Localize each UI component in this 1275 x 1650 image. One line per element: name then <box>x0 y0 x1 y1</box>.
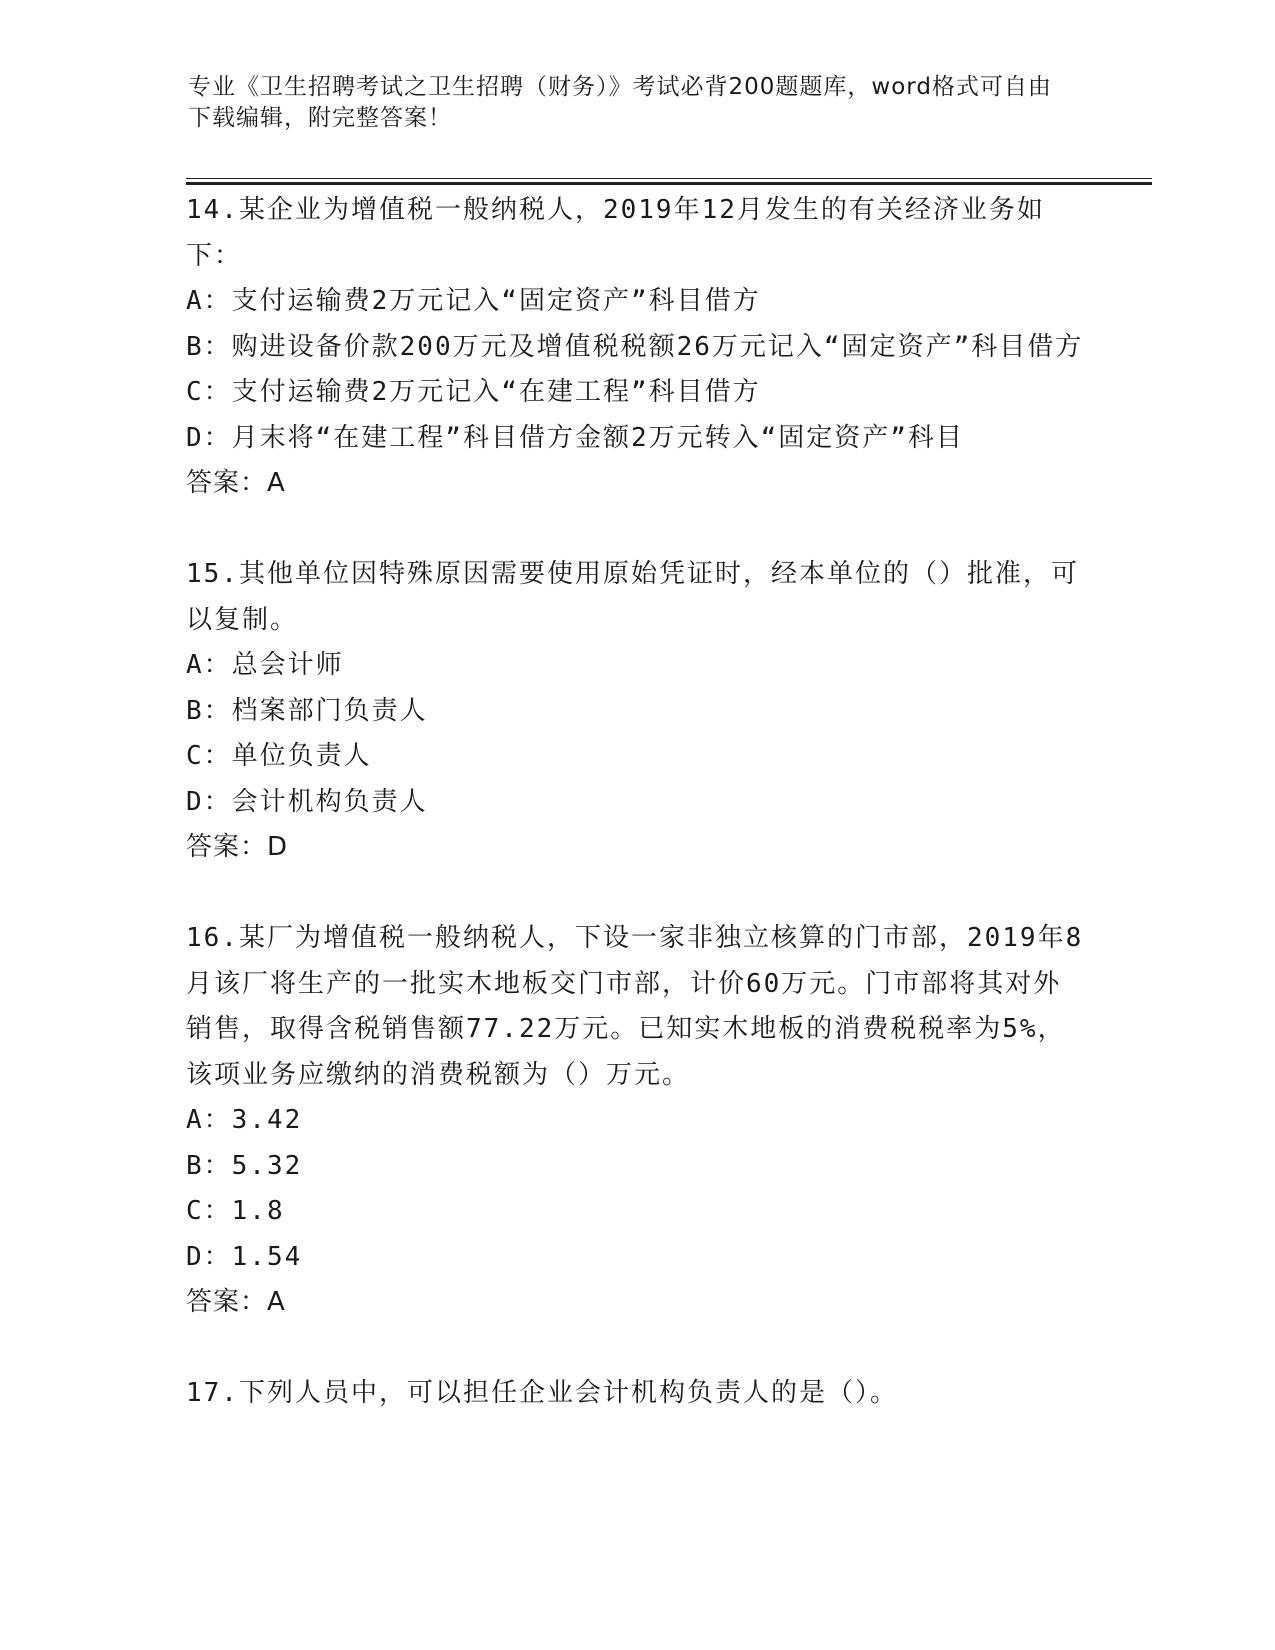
option-b: B：档案部门负责人 <box>186 695 428 726</box>
header-divider-thin <box>186 178 1152 179</box>
option-a: A：3.42 <box>186 1105 303 1135</box>
answer-line: 答案：D <box>186 832 289 862</box>
option-c: C：单位负责人 <box>186 741 372 771</box>
option-c: C：1.8 <box>186 1196 285 1226</box>
option-d: D：1.54 <box>186 1241 303 1272</box>
question-spacer <box>186 871 1086 917</box>
question-stem: 14.某企业为增值税一般纳税人，2019年12月发生的有关经济业务如下： <box>186 195 1045 271</box>
question-stem: 15.其他单位因特殊原因需要使用原始凭证时，经本单位的（）批准，可以复制。 <box>186 559 1079 635</box>
question-spacer <box>186 507 1086 553</box>
question-16 <box>186 916 1086 1326</box>
option-a: A：总会计师 <box>186 650 344 680</box>
question-stem: 17.下列人员中，可以担任企业会计机构负责人的是（）。 <box>186 1378 898 1408</box>
answer-line: 答案：A <box>186 1287 286 1317</box>
question-list <box>186 188 1086 1417</box>
option-b: B：5.32 <box>186 1150 303 1181</box>
option-a: A：支付运输费2万元记入“固定资产”科目借方 <box>186 286 761 316</box>
option-c: C：支付运输费2万元记入“在建工程”科目借方 <box>186 377 761 407</box>
option-d: D：会计机构负责人 <box>186 786 428 817</box>
document-header: 专业《卫生招聘考试之卫生招聘（财务）》考试必背200题题库，word格式可自由下载编辑，附完整答案！ <box>188 74 1052 131</box>
answer-line: 答案：A <box>186 468 286 498</box>
question-17 <box>186 1371 1086 1417</box>
option-d: D：月末将“在建工程”科目借方金额2万元转入“固定资产”科目 <box>186 422 964 453</box>
question-14 <box>186 188 1086 507</box>
question-spacer <box>186 1326 1086 1372</box>
header-divider-thick <box>186 182 1152 185</box>
question-stem: 16.某厂为增值税一般纳税人，下设一家非独立核算的门市部，2019年8月该厂将生产的一批实木地板交门市部，计价60万元。门市部将其对外销售，取得含税销售额77.22万元。已知实木地板的消费税税率为5%，该项业务应缴纳的消费税额为（）万元。 <box>186 923 1084 1090</box>
option-b: B：购进设备价款200万元及增值税税额26万元记入“固定资产”科目借方 <box>186 331 1084 362</box>
question-15 <box>186 552 1086 871</box>
